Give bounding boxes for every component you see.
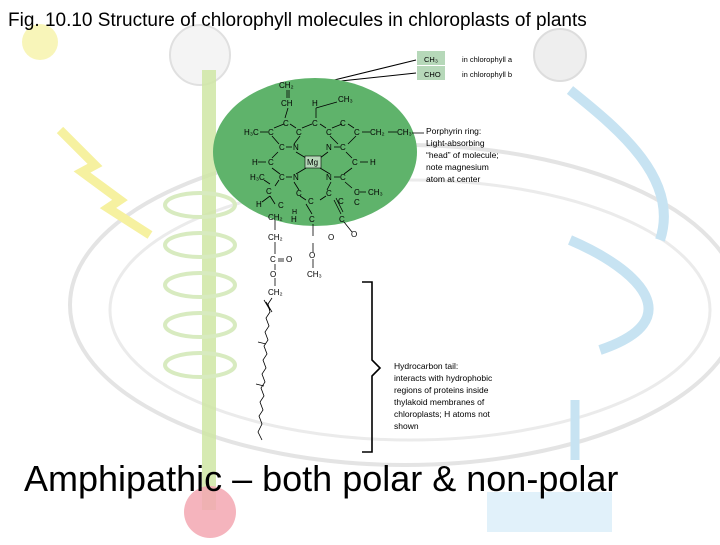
- atom-ch3-right: CH₃: [397, 128, 412, 137]
- hydrocarbon-tail: [258, 298, 272, 440]
- note-line: atom at center: [426, 174, 481, 184]
- atom-o4: O: [309, 251, 316, 260]
- faded-circle-top-left: [170, 25, 230, 85]
- tail-annotation: [394, 360, 492, 432]
- porphyrin-annotation: [426, 125, 499, 185]
- atom-o2: O: [328, 233, 335, 242]
- atom-c20: C: [338, 197, 344, 206]
- faded-yellow-zigzag: [60, 130, 150, 235]
- atom-h-bottom: H: [291, 215, 297, 224]
- atom-ch3-lower-right: CH₃: [368, 188, 383, 197]
- atom-ch3-ester: CH₃: [307, 270, 322, 279]
- note-line: note magnesium: [426, 162, 489, 172]
- atom-c10: C: [268, 158, 274, 167]
- atom-c1: C: [283, 119, 289, 128]
- note-line: shown: [394, 421, 419, 431]
- legend-group-b: CHO: [424, 70, 441, 79]
- atom-ch2-tail: CH₂: [268, 288, 283, 297]
- note-line: thylakoid membranes of: [394, 397, 485, 407]
- atom-c9: C: [340, 143, 346, 152]
- atom-c5: C: [296, 128, 302, 137]
- atom-c3: C: [340, 119, 346, 128]
- legend: [322, 51, 513, 83]
- atom-c21: C: [354, 198, 360, 207]
- atom-o1: O: [351, 230, 358, 239]
- note-line: Light-absorbing: [426, 138, 485, 148]
- atom-ch: CH: [281, 99, 293, 108]
- atom-ch2-bottom: CH₂: [268, 213, 283, 222]
- note-line: interacts with hydrophobic: [394, 373, 493, 383]
- atom-h-top: H: [312, 99, 318, 108]
- faded-coil-5: [165, 353, 235, 377]
- faded-circle-top-right: [534, 29, 586, 81]
- atom-ch2-right: CH₂: [370, 128, 385, 137]
- atom-h-small: H: [292, 209, 298, 216]
- legend-text-b: in chlorophyll b: [462, 70, 513, 79]
- atom-h-left: H: [252, 158, 258, 167]
- atom-h3c-lower: H₃C: [250, 173, 265, 182]
- amphipathic-caption: Amphipathic – both polar & non-polar: [24, 458, 619, 499]
- faded-coil-3: [165, 273, 235, 297]
- faded-coil-2: [165, 233, 235, 257]
- atom-c23: C: [339, 215, 345, 224]
- atom-n1: N: [293, 143, 299, 152]
- atom-mg: Mg: [307, 158, 319, 167]
- atom-c4: C: [268, 128, 274, 137]
- atom-c12: C: [279, 173, 285, 182]
- legend-text-a: in chlorophyll a: [462, 55, 513, 64]
- atom-c18: C: [278, 201, 284, 210]
- atom-c8: C: [279, 143, 285, 152]
- atom-c7: C: [354, 128, 360, 137]
- note-line: chloroplasts; H atoms not: [394, 409, 490, 419]
- atom-n3: N: [293, 173, 299, 182]
- atom-c11: C: [352, 158, 358, 167]
- atom-ch2-top: CH₂: [279, 81, 294, 90]
- faded-blue-curve-2: [570, 240, 649, 350]
- slide-title: Fig. 10.10 Structure of chlorophyll molecules in chloroplasts of plants: [8, 10, 587, 31]
- atom-c22: C: [309, 215, 315, 224]
- atom-h3c-left: H₃C: [244, 128, 259, 137]
- faded-green-column: [202, 70, 216, 510]
- faded-coil-4: [165, 313, 235, 337]
- atom-ch2-chain: CH₂: [268, 233, 283, 242]
- atom-h-lower-left: H: [256, 200, 262, 209]
- atom-h-right: H: [370, 158, 376, 167]
- atom-o3: O: [286, 255, 293, 264]
- atom-o5: O: [270, 270, 277, 279]
- faded-coil-1: [165, 193, 235, 217]
- atom-c24: C: [270, 255, 276, 264]
- note-line: Porphyrin ring:: [426, 126, 482, 136]
- note-line: “head” of molecule;: [426, 150, 499, 160]
- atom-c16: C: [326, 189, 332, 198]
- atom-n2: N: [326, 143, 332, 152]
- atom-c19: C: [308, 197, 314, 206]
- atom-c6: C: [326, 128, 332, 137]
- legend-pointer-a: [322, 60, 416, 83]
- tail-bracket: [362, 282, 380, 452]
- atom-c17: C: [354, 188, 360, 197]
- note-line: regions of proteins inside: [394, 385, 489, 395]
- atom-c14: C: [266, 187, 272, 196]
- atom-c2: C: [312, 119, 318, 128]
- atom-ch3-top: CH₃: [338, 95, 353, 104]
- atom-c15: C: [296, 189, 302, 198]
- atom-n4: N: [326, 173, 332, 182]
- legend-group-a: CH₃: [424, 55, 438, 64]
- note-line: Hydrocarbon tail:: [394, 361, 459, 371]
- atom-c13: C: [340, 173, 346, 182]
